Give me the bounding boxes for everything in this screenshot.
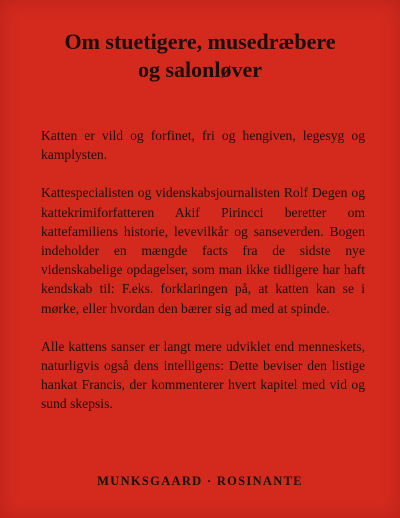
- blurb: [41, 126, 365, 433]
- blurb-paragraph-2: Kattespecialisten og videnskabsjournalisten Rolf Degen og kattekrimiforfatteren Akif Pirincci beretter om kattefamiliens historie, levevilkår og sanseverden. Bogen indeholder en mængde facts fra de sidste nye videnskabelige opdagelser, som man ikke tidligere har haft kendskab til: F.eks. forklaringen på, at katten kan se i mørke, eller hvordan den bærer sig ad med at spinde.: [41, 185, 365, 316]
- publisher-imprint: MUNKSGAARD · ROSINANTE: [97, 474, 303, 488]
- blurb-paragraph-3: Alle kattens sanser er langt mere udviklet end menneskets, naturligvis også dens intelligens: Dette beviser den listige hankat Francis, der kommenterer hvert kapitel med vid og sund skepsis.: [41, 338, 365, 412]
- cover-title: [0, 28, 400, 84]
- cover-title-line-1: Om stuetigere, musedræbere: [64, 29, 336, 54]
- blurb-paragraph-1: Katten er vild og forfinet, fri og hengiven, legesyg og kamplysten.: [41, 128, 365, 163]
- cover-title-line-2: og salonløver: [137, 57, 263, 82]
